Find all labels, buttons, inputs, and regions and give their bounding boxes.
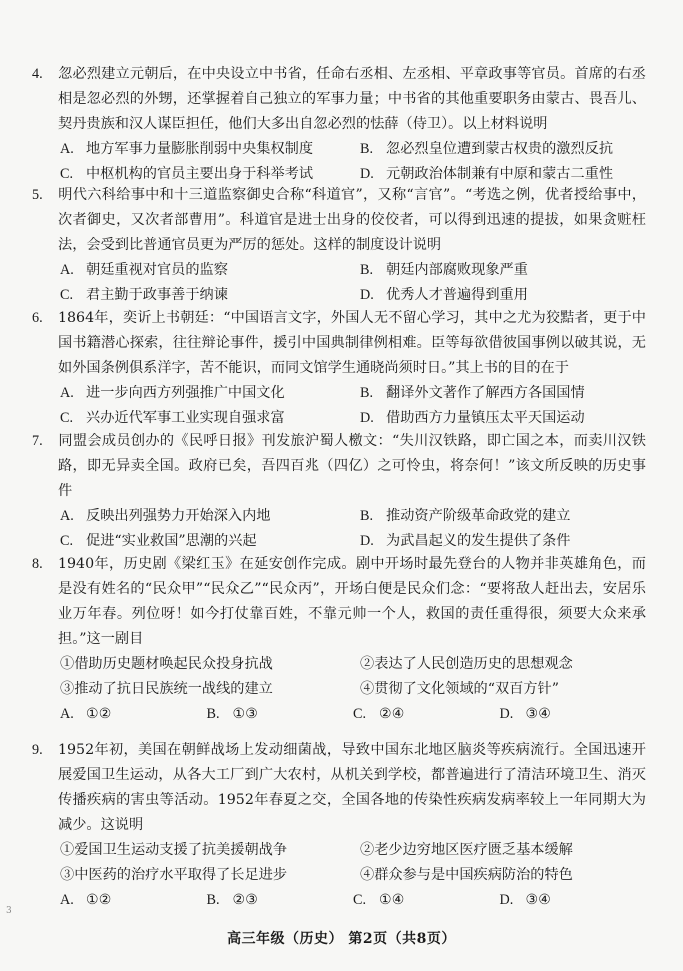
option-b[interactable]: B. 朝廷内部腐败现象严重: [360, 262, 528, 278]
option-a[interactable]: A. ①②: [60, 706, 112, 722]
options: [60, 702, 646, 727]
statement-4: ④贯彻了文化领域的“双百方针”: [360, 681, 559, 697]
question-stem: [32, 552, 646, 652]
option-d[interactable]: D. 借助西方力量镇压太平天国运动: [360, 410, 585, 426]
question-text: 1864年，奕䜣上书朝廷：“中国语言文字，外国人无不留心学习，其中之尤为狡黠者，更于中国书籍潜心探索，往往辩论事件，援引中国典制律例相难。臣等每欲借彼国事例以破其说，无如外国条例俱系洋字，苦不能识，而同文馆学生通晓尚须时日。”其上书的目的在于: [58, 310, 646, 376]
option-c[interactable]: C. ②④: [353, 706, 405, 722]
question-number: 8.: [32, 556, 43, 572]
option-a[interactable]: A. ①②: [60, 892, 112, 908]
question-stem: [32, 183, 646, 258]
option-a[interactable]: A. 进一步向西方列强推广中国文化: [60, 385, 285, 401]
option-b[interactable]: B. 推动资产阶级革命政党的建立: [360, 508, 571, 524]
option-c[interactable]: C. 君主勤于政事善于纳谏: [60, 287, 228, 303]
statements: [60, 838, 646, 888]
option-b[interactable]: B. ①③: [206, 706, 258, 722]
question-stem: [32, 738, 646, 838]
question-8: [32, 552, 646, 727]
option-a[interactable]: A. 反映出列强势力开始深入内地: [60, 508, 271, 524]
option-d[interactable]: D. 优秀人才普遍得到重用: [360, 287, 528, 303]
statement-2: ②表达了人民创造历史的思想观念: [360, 656, 573, 672]
question-text: 1940年，历史剧《梁红玉》在延安创作完成。剧中开场时最先登台的人物并非英雄角色，而是没有姓名的“民众甲”“民众乙”“民众丙”，开场白便是民众们念：“要将敌人赶出去，安居乐业万年春。列位呀！如今打仗靠百姓，不靠元帅一个人，救国的责任重得很，须要大众来承担。”这一剧目: [58, 556, 646, 647]
option-c[interactable]: C. ①④: [353, 892, 405, 908]
question-text: 明代六科给事中和十三道监察御史合称“科道官”，又称“言官”。“考选之例，优者授给事中，次者御史，又次者部曹用”。科道官是进士出身的佼佼者，可以得到迅速的提拔，如果贪赃枉法，会受到比普通官员更为严厉的惩处。这样的制度设计说明: [58, 187, 646, 253]
statement-3: ③中医药的治疗水平取得了长足进步: [60, 867, 288, 883]
question-text: 1952年初，美国在朝鲜战场上发动细菌战，导致中国东北地区脑炎等疾病流行。全国迅速开展爱国卫生运动，从各大工厂到广大农村，从机关到学校，都普遍进行了清洁环境卫生、消灭传播疾病的害虫等活动。1952年春夏之交，全国各地的传染性疾病发病率较上一年同期大为减少。这说明: [58, 742, 646, 833]
statement-2: ②老少边穷地区医疗匮乏基本缓解: [360, 842, 573, 858]
option-c[interactable]: C. 中枢机构的官员主要出身于科举考试: [60, 166, 314, 182]
question-9: [32, 738, 646, 913]
statement-4: ④群众参与是中国疾病防治的特色: [360, 867, 573, 883]
page-footer: 高三年级（历史） 第2页（共8页）: [227, 931, 456, 947]
statement-3: ③推动了抗日民族统一战线的建立: [60, 681, 273, 697]
question-number: 5.: [32, 187, 43, 203]
question-text: 同盟会成员创办的《民呼日报》刊发旅沪蜀人檄文：“失川汉铁路，即亡国之本，而卖川汉铁路，即无异卖全国。政府已矣，吾四百兆（四亿）之可怜虫，将奈何！”该文所反映的历史事件: [58, 433, 646, 499]
question-number: 9.: [32, 742, 43, 758]
options: [60, 888, 646, 913]
option-c[interactable]: C. 促进“实业救国”思潮的兴起: [60, 533, 257, 549]
option-d[interactable]: D. ③④: [499, 892, 551, 908]
option-d[interactable]: D. ③④: [499, 706, 551, 722]
statements: [60, 652, 646, 702]
question-stem: [32, 62, 646, 137]
option-a[interactable]: A. 地方军事力量膨胀削弱中央集权制度: [60, 141, 314, 157]
question-number: 6.: [32, 310, 43, 326]
question-7: [32, 429, 646, 554]
option-c[interactable]: C. 兴办近代军事工业实现自强求富: [60, 410, 285, 426]
statement-1: ①爱国卫生运动支援了抗美援朝战争: [60, 842, 288, 858]
question-number: 7.: [32, 433, 43, 449]
option-a[interactable]: A. 朝廷重视对官员的监察: [60, 262, 228, 278]
option-b[interactable]: B. 忽必烈皇位遭到蒙古权贵的激烈反抗: [360, 141, 614, 157]
corner-mark: 3: [6, 906, 12, 916]
options: [60, 381, 646, 431]
question-stem: [32, 306, 646, 381]
option-d[interactable]: D. 元朝政治体制兼有中原和蒙古二重性: [360, 166, 614, 182]
statement-1: ①借助历史题材唤起民众投身抗战: [60, 656, 273, 672]
options: [60, 137, 646, 187]
question-6: [32, 306, 646, 431]
option-b[interactable]: B. ②③: [206, 892, 258, 908]
question-stem: [32, 429, 646, 504]
option-b[interactable]: B. 翻译外文著作了解西方各国国情: [360, 385, 585, 401]
question-4: [32, 62, 646, 187]
options: [60, 258, 646, 308]
question-number: 4.: [32, 66, 43, 82]
question-5: [32, 183, 646, 308]
options: [60, 504, 646, 554]
question-text: 忽必烈建立元朝后，在中央设立中书省，任命右丞相、左丞相、平章政事等官员。首席的右丞相是忽必烈的外甥，还掌握着自己独立的军事力量；中书省的其他重要职务由蒙古、畏吾儿、契丹贵族和汉人谋臣担任，他们大多出自忽必烈的怯薛（侍卫）。以上材料说明: [58, 66, 646, 132]
option-d[interactable]: D. 为武昌起义的发生提供了条件: [360, 533, 571, 549]
